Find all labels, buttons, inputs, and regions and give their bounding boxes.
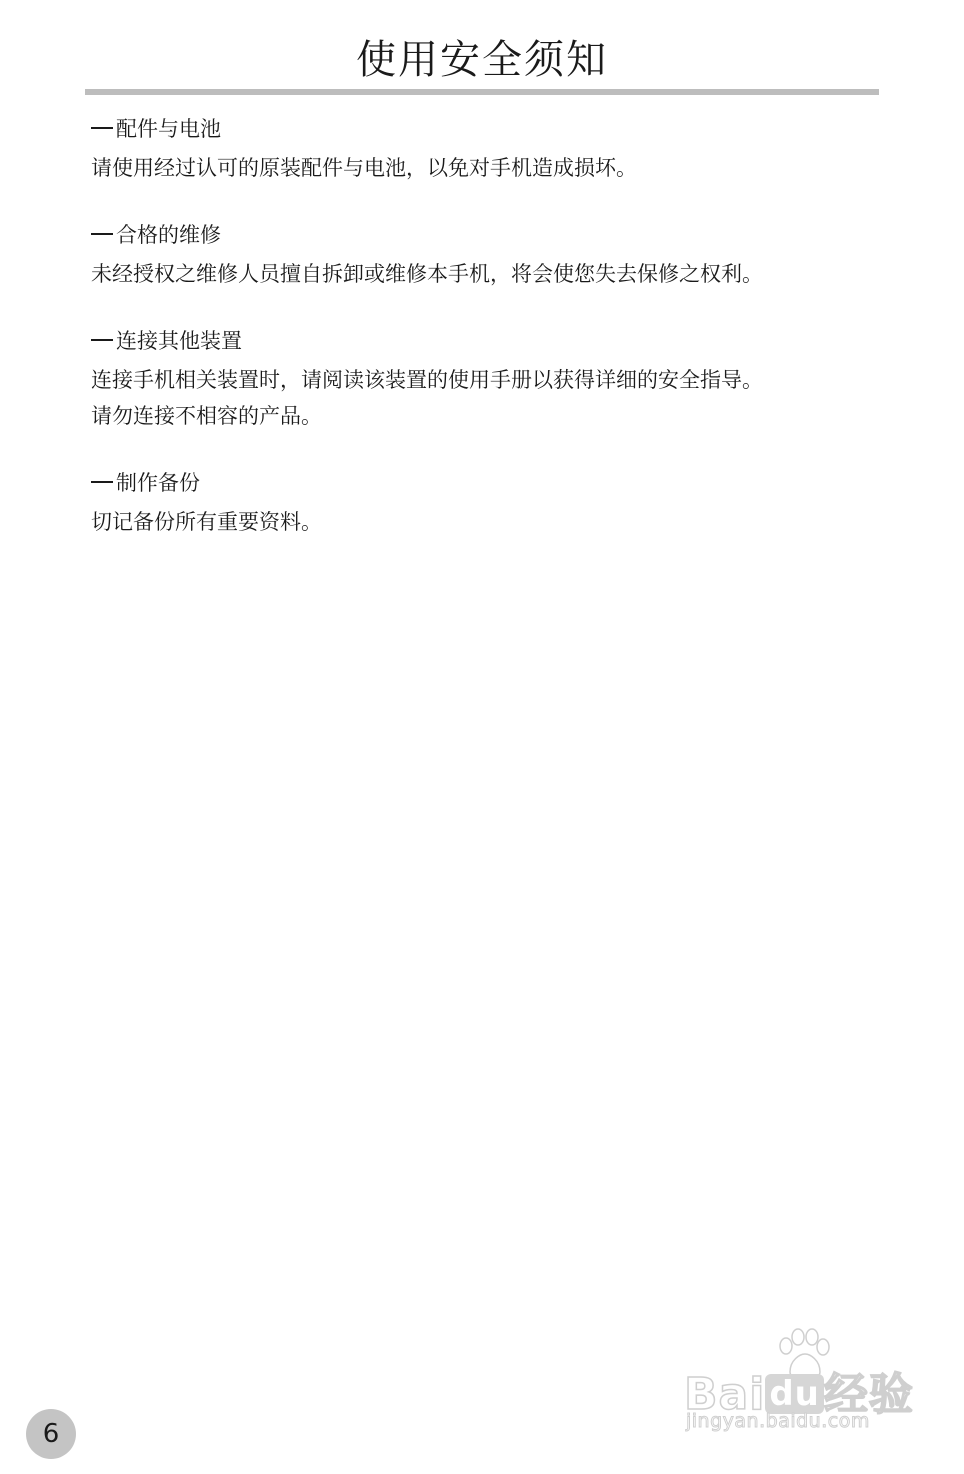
section-heading-text: 合格的维修	[116, 223, 221, 247]
dash-marker	[91, 339, 113, 341]
dash-marker	[91, 233, 113, 235]
baidu-jingyan-watermark	[682, 1328, 912, 1438]
page-number-badge: 6	[26, 1409, 76, 1459]
watermark-logo-jingyan: 经验	[823, 1369, 914, 1420]
section-text: 请使用经过认可的原装配件与电池，以免对手机造成损坏。	[91, 156, 637, 180]
section-text: 请勿连接不相容的产品。	[91, 404, 322, 428]
section-heading-text: 配件与电池	[116, 117, 221, 141]
section-text: 切记备份所有重要资料。	[91, 510, 322, 534]
safety-sections	[91, 114, 891, 574]
watermark-logo-du: du	[765, 1374, 824, 1414]
section-heading-text: 制作备份	[116, 471, 200, 495]
watermark-logo-bai: Bai	[684, 1369, 766, 1420]
section-heading	[91, 220, 891, 250]
section-heading	[91, 468, 891, 498]
section-connect-devices	[91, 326, 891, 434]
dash-marker	[91, 481, 113, 483]
watermark-url: jingyan.baidu.com	[686, 1410, 870, 1432]
title-divider	[85, 89, 879, 95]
section-text: 未经授权之维修人员擅自拆卸或维修本手机，将会使您失去保修之权利。	[91, 262, 763, 286]
page-title: 使用安全须知	[356, 37, 608, 83]
section-heading-text: 连接其他装置	[116, 329, 242, 353]
section-accessories-battery	[91, 114, 891, 186]
section-text: 连接手机相关装置时，请阅读该装置的使用手册以获得详细的安全指导。	[91, 368, 763, 392]
section-qualified-repair	[91, 220, 891, 292]
section-heading	[91, 326, 891, 356]
dash-marker	[91, 127, 113, 129]
section-backup	[91, 468, 891, 540]
section-heading	[91, 114, 891, 144]
